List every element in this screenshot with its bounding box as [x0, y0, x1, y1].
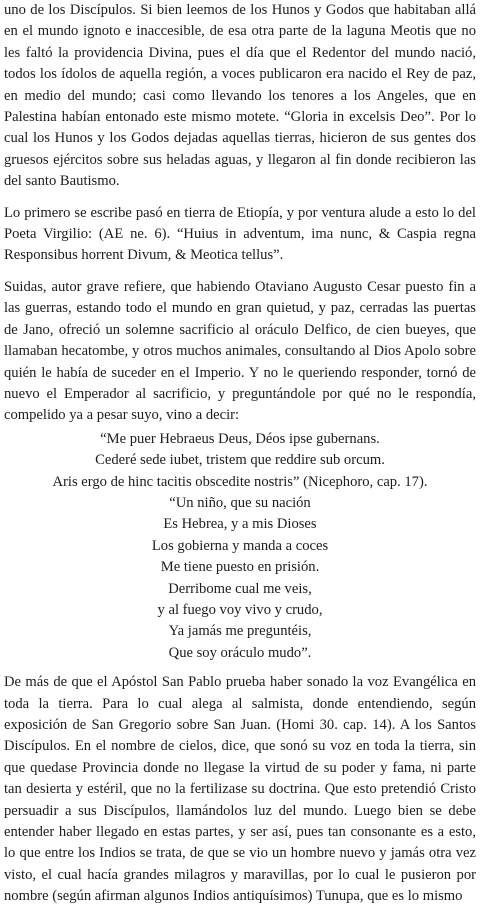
- verse-line: Derribome cual me veis,: [168, 580, 312, 597]
- oracle-verse-quote: [4, 429, 476, 664]
- verse-line: Me tiene puesto en prisión.: [160, 559, 320, 576]
- verse-line: Cederé sede iubet, tristem que reddire sub orcum.: [95, 452, 385, 469]
- verse-line: Aris ergo de hinc tacitis obscedite nostris” (Nicephoro, cap. 17).: [52, 473, 428, 490]
- verse-line: Ya jamás me preguntéis,: [168, 623, 312, 640]
- verse-line: Que soy oráculo mudo”.: [168, 644, 312, 661]
- verse-line: Los gobierna y manda a coces: [151, 537, 329, 554]
- paragraph-etiopia-virgilio: Lo primero se escribe pasó en tierra de Etiopía, y por ventura alude a esto lo del Poeta Virgilio: (AE ne. 6). “Huius in adventum, ima nunc, & Caspia regna Responsibus horrent Divum, & Meotica tellus”.: [4, 204, 476, 264]
- verse-line: y al fuego voy vivo y crudo,: [157, 601, 323, 618]
- paragraph-suidas-oraculo: Suidas, autor grave refiere, que habiendo Otaviano Augusto Cesar puesto fin a las guerras, estando todo el mundo en gran quietud, y paz, cerradas las puertas de Jano, ofreció un solemne sacrificio al oráculo Delfico, de cien bueyes, que llamaban hecatombe, y otros muchos animales, consultando al Dios Apolo sobre quién le había de suceder en el Imperio. Y no le queriendo responder, tornó de nuevo el Emperador al sacrificio, y preguntándole por qué no le respondía, compelido ya a pesar suyo, vino a decir:: [4, 278, 476, 424]
- paragraph-san-pablo-tunupa: De más de que el Apóstol San Pablo prueba haber sonado la voz Evangélica en toda la tierra. Para lo cual alega al salmista, donde entendiendo, según exposición de San Gregorio sobre San Juan. (Homi 30. cap. 14). A los Santos Discípulos. En el nombre de cielos, dice, que sonó su voz en toda la tierra, sin que quedase Provincia donde no llegase la virtud de su poder y fama, ni parte tan desierta y estéril, que no la fertilizase su doctrina. Que esto pretendió Cristo persuadir a sus Discípulos, llamándolos luz del mundo. Luego bien se debe entender haber llegado en estas partes, y ser así, pues tan consonante es a esto, lo que entre los Indios se trata, de que se vio un hombre nuevo y jamás otra vez visto, el cual hacía grandes milagros y maravillas, por lo cual le pusieron por nombre (según afirman algunos Indios antiquísimos) Tunupa, que es lo mismo: [4, 674, 476, 905]
- verse-line: “Me puer Hebraeus Deus, Déos ipse gubernans.: [100, 430, 380, 447]
- verse-line: “Un niño, que su nación: [169, 494, 311, 511]
- paragraph-hunos-godos: uno de los Discípulos. Si bien leemos de los Hunos y Godos que habitaban allá en el mundo ignoto e inaccesible, de esa otra parte de la laguna Meotis que no les faltó la providencia Divina, pues el día que el Redentor del mundo nació, todos los ídolos de aquella región, a voces publicaron era nacido el Rey de paz, en medio del mundo; casi como llevando los tenores a los Angeles, que en Palestina habían entonado este mismo motete. “Gloria in excelsis Deo”. Por lo cual los Hunos y los Godos dejadas aquellas tierras, hicieron de sus gentes dos gruesos ejércitos sobre sus heladas aguas, y llegaron al fin donde recibieron las del santo Bautismo.: [4, 2, 476, 190]
- verse-line: Es Hebrea, y a mis Dioses: [163, 516, 317, 533]
